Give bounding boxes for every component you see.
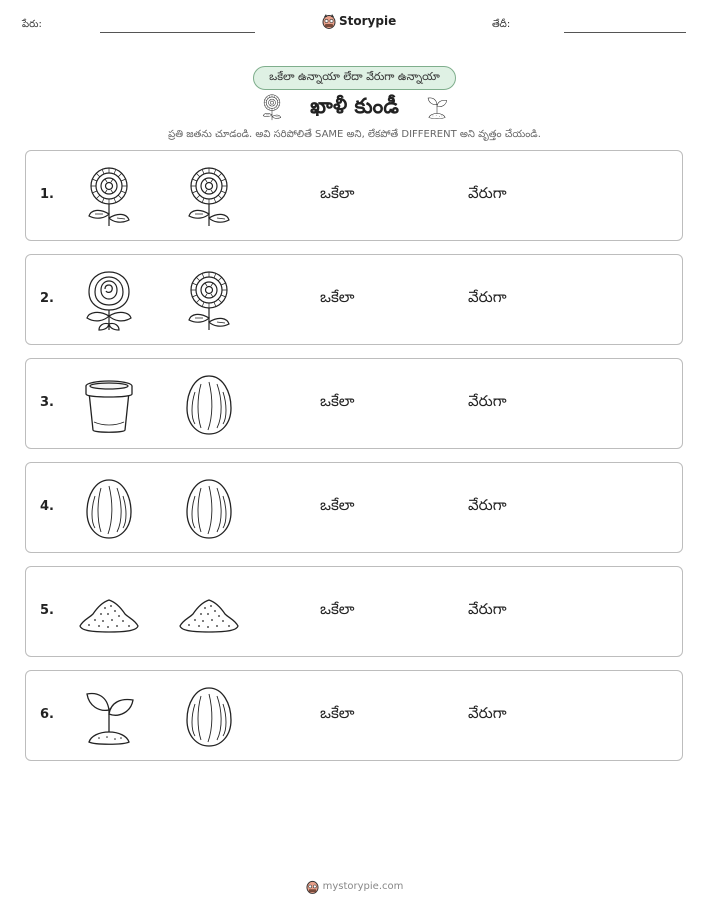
same-option[interactable]: ఒకేలా: [320, 600, 355, 618]
name-line[interactable]: [100, 32, 255, 33]
different-option[interactable]: వేరుగా: [468, 496, 507, 514]
question-number: 5.: [40, 603, 54, 618]
subtitle-pill: ఒకేలా ఉన్నాయా లేదా వేరుగా ఉన్నాయా: [253, 66, 456, 90]
same-option[interactable]: ఒకేలా: [320, 184, 355, 202]
seed-icon: [177, 476, 241, 540]
marigold-icon: [177, 268, 241, 332]
different-option[interactable]: వేరుగా: [468, 288, 507, 306]
different-option[interactable]: వేరుగా: [468, 600, 507, 618]
same-option[interactable]: ఒకేలా: [320, 392, 355, 410]
question-row-1: [25, 150, 683, 241]
soil-icon: [77, 580, 141, 644]
mascot-icon: [322, 13, 336, 29]
sprout-icon: [77, 684, 141, 748]
question-number: 4.: [40, 499, 54, 514]
brand-name: Storypie: [339, 14, 397, 28]
question-number: 3.: [40, 395, 54, 410]
seed-icon: [177, 372, 241, 436]
same-option[interactable]: ఒకేలా: [320, 496, 355, 514]
question-row-2: [25, 254, 683, 345]
different-option[interactable]: వేరుగా: [468, 704, 507, 722]
question-row-6: [25, 670, 683, 761]
marigold-icon: [77, 164, 141, 228]
question-number: 6.: [40, 707, 54, 722]
question-number: 2.: [40, 291, 54, 306]
rose-icon: [77, 268, 141, 332]
title-sprout-icon: [424, 92, 450, 126]
page-title: ఖాళీ కుండీ: [310, 94, 399, 118]
date-label: తేదీ:: [492, 19, 511, 30]
question-number: 1.: [40, 187, 54, 202]
instructions: ప్రతి జతను చూడండి. అవి సరిపోలితే SAME అని, లేకపోతే DIFFERENT అని వృత్తం చేయండి.: [168, 129, 541, 140]
date-line[interactable]: [564, 32, 686, 33]
mascot-icon: [306, 879, 319, 894]
seed-icon: [177, 684, 241, 748]
pot-icon: [77, 372, 141, 436]
footer: [0, 879, 709, 894]
name-label: పేరు:: [22, 19, 42, 30]
marigold-icon: [177, 164, 241, 228]
question-row-4: [25, 462, 683, 553]
question-row-3: [25, 358, 683, 449]
brand-logo: [322, 13, 396, 29]
same-option[interactable]: ఒకేలా: [320, 704, 355, 722]
different-option[interactable]: వేరుగా: [468, 184, 507, 202]
footer-url[interactable]: mystorypie.com: [322, 881, 404, 892]
same-option[interactable]: ఒకేలా: [320, 288, 355, 306]
soil-icon: [177, 580, 241, 644]
question-row-5: [25, 566, 683, 657]
different-option[interactable]: వేరుగా: [468, 392, 507, 410]
seed-icon: [77, 476, 141, 540]
